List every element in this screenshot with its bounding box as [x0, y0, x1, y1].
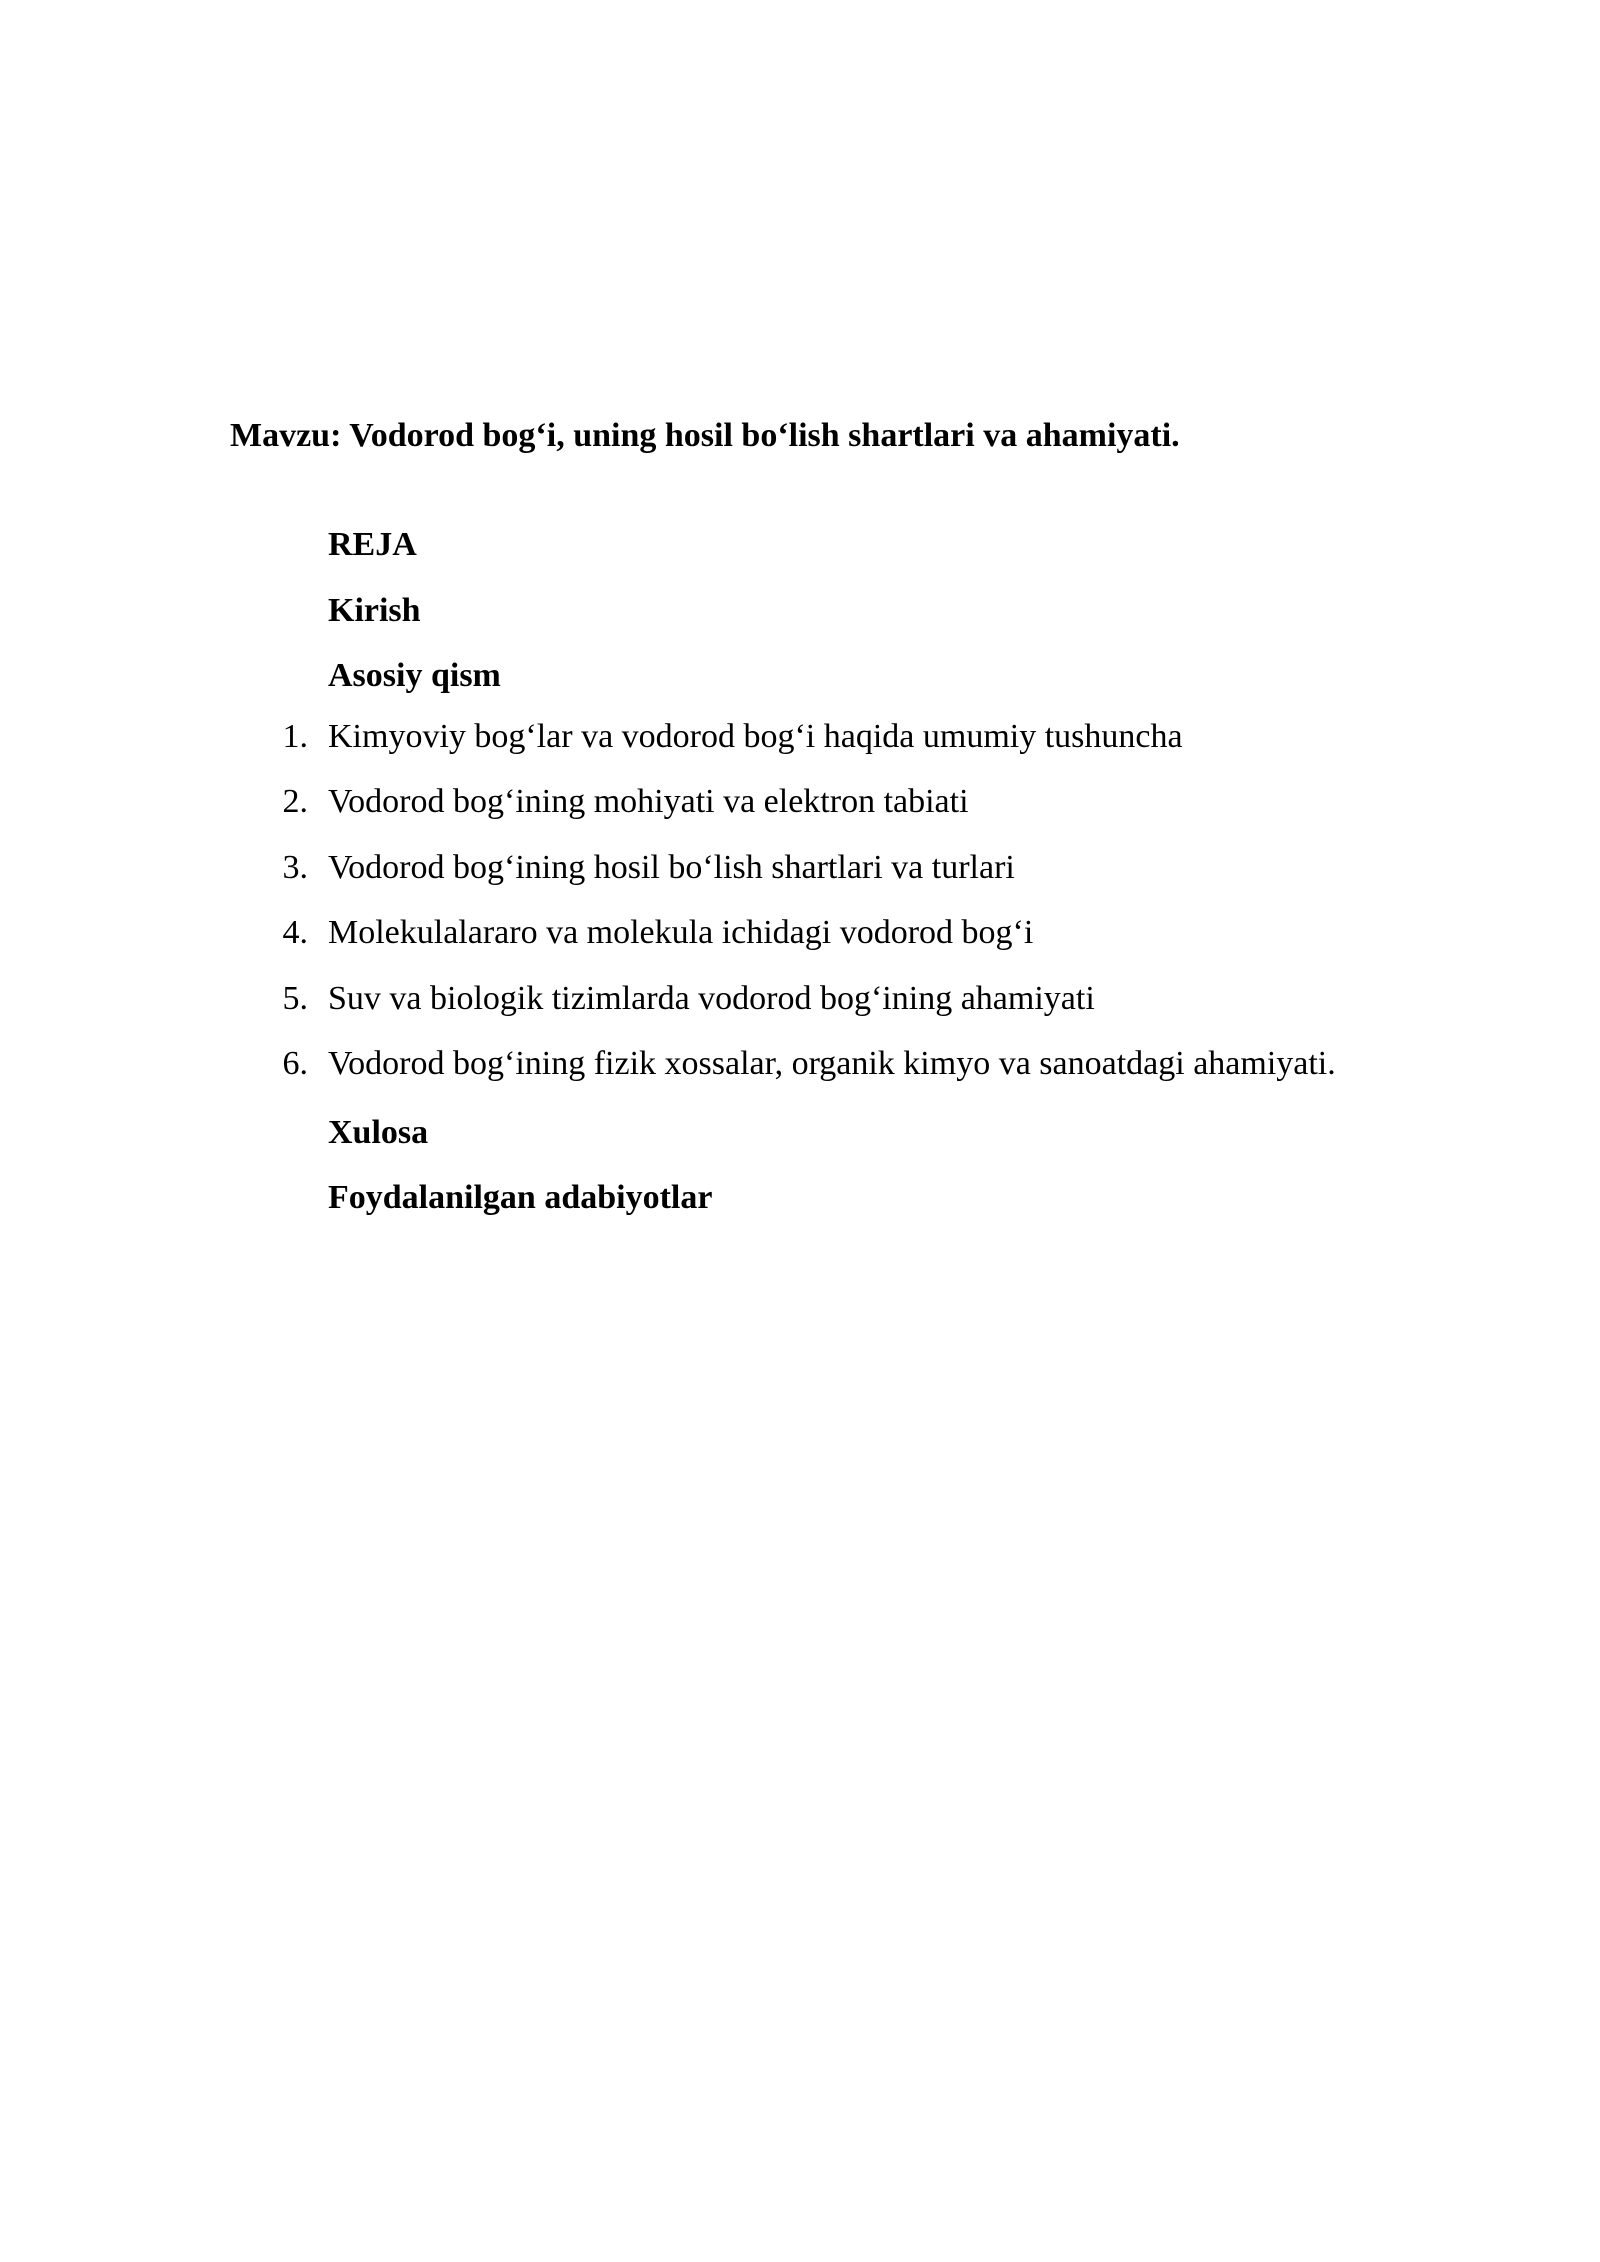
plan-item-text: Kimyoviy bog‘lar va vodorod bog‘i haqida umumiy tushuncha: [328, 718, 1183, 755]
page-title: Mavzu: Vodorod bog‘i, uning hosil bo‘lish shartlari va ahamiyati.: [230, 417, 1180, 454]
plan-item-text: Vodorod bog‘ining mohiyati va elektron tabiati: [328, 783, 969, 821]
plan-heading: REJA: [328, 526, 417, 563]
plan-item-number: 2.: [282, 783, 308, 821]
plan-item-number: 5.: [282, 979, 308, 1017]
plan-item-text: Suv va biologik tizimlarda vodorod bog‘ining ahamiyati: [328, 979, 1095, 1017]
conclusion-heading: Xulosa: [328, 1114, 429, 1151]
plan-item-number: 6.: [282, 1044, 308, 1082]
plan-item-number: 1.: [282, 718, 308, 755]
plan-item-number: 4.: [282, 914, 308, 952]
plan-item-text: Molekulalararo va molekula ichidagi vodorod bog‘i: [328, 914, 1034, 952]
plan-item-text: Vodorod bog‘ining fizik xossalar, organik kimyo va sanoatdagi ahamiyati.: [328, 1044, 1336, 1082]
references-heading: Foydalanilgan adabiyotlar: [328, 1179, 713, 1216]
plan-item-text: Vodorod bog‘ining hosil bo‘lish shartlari va turlari: [328, 848, 1015, 886]
main-part-heading: Asosiy qism: [328, 657, 501, 694]
plan-item-number: 3.: [282, 848, 308, 886]
intro-heading: Kirish: [328, 592, 421, 629]
